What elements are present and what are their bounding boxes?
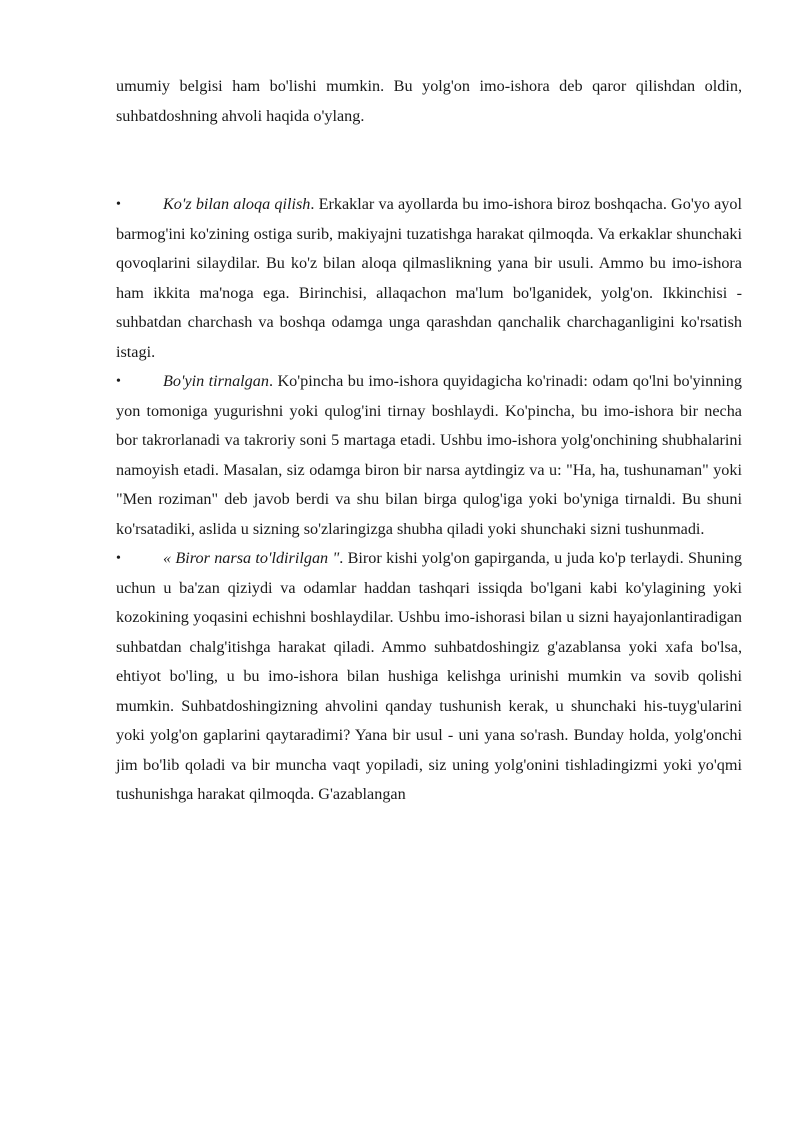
list-item-text: . Biror kishi yolg'on gapirganda, u juda ko'p terlaydi. Shuning uchun u ba'zan qiziydi va odamlar haddan tashqari issiqda bo'lgani kabi ko'ylagining yoki kozokining yoqasini echishni boshlaydilar. Ushbu imo-ishorasi bilan u sizni hayajonlantiradigan suhbatdan chalg'itishga harakat qiladi. Ammo suhbatdoshingiz g'azablansa yoki xafa bo'lsa, ehtiyot bo'ling, u bu imo-ishora bilan hushiga kelishga urinishi mumkin va sovib qolishi mumkin. Suhbatdoshingizning ahvolini qanday tushunish kerak, u shunchaki his-tuyg'ularini yoki yolg'on gaplarini qaytaradimi? Yana bir usul - uni yana so'rash. Bunday holda, yolg'onchi jim bo'lib qoladi va bir muncha vaqt yopiladi, siz uning yolg'onini tishladingizmi yoki yo'qmi tushunishga harakat qilmoqda. G'azablangan <box>116 549 742 803</box>
bullet-icon: • <box>116 374 121 389</box>
document-page <box>116 72 742 810</box>
bullet-icon: • <box>116 197 121 212</box>
list-item-eye-contact <box>116 190 742 367</box>
list-item-term: Ko'z bilan aloqa qilish <box>163 195 311 213</box>
list-item-collar-pull <box>116 544 742 810</box>
intro-paragraph: umumiy belgisi ham bo'lishi mumkin. Bu yolg'on imo-ishora deb qaror qilishdan oldin, suhbatdoshning ahvoli haqida o'ylang. <box>116 77 742 125</box>
list-item-term: « Biror narsa to'ldirilgan " <box>163 549 340 567</box>
list-item-neck-scratch <box>116 367 742 544</box>
list-item-text: . Erkaklar va ayollarda bu imo-ishora biroz boshqacha. Go'yo ayol barmog'ini ko'zining ostiga surib, makiyajni tuzatishga harakat qilmoqda. Va erkaklar shunchaki qovoqlarini silaydilar. Bu ko'z bilan aloqa qilmaslikning yana bir usuli. Ammo bu imo-ishora ham ikkita ma'noga ega. Birinchisi, allaqachon ma'lum bo'lganidek, yolg'on. Ikkinchisi - suhbatdan charchash va boshqa odamga unga qarashdan qanchalik charchaganligini ko'rsatish istagi. <box>116 195 742 361</box>
list-item-text: . Ko'pincha bu imo-ishora quyidagicha ko'rinadi: odam qo'lni bo'yinning yon tomoniga yugurishni yoki qulog'ini tirnay boshlaydi. Ko'pincha, bu imo-ishora bir necha bor takrorlanadi va takroriy soni 5 martaga etadi. Ushbu imo-ishora yolg'onchining shubhalarini namoyish etadi. Masalan, siz odamga biron bir narsa aytdingiz va u: "Ha, ha, tushunaman" yoki "Men roziman" deb javob berdi va shu bilan birga qulog'iga yoki bo'yniga tirnaldi. Bu shuni ko'rsatadiki, aslida u sizning so'zlaringizga shubha qiladi yoki shunchaki sizni tushunmadi. <box>116 372 742 538</box>
list-item-term: Bo'yin tirnalgan <box>163 372 269 390</box>
bullet-icon: • <box>116 551 121 566</box>
